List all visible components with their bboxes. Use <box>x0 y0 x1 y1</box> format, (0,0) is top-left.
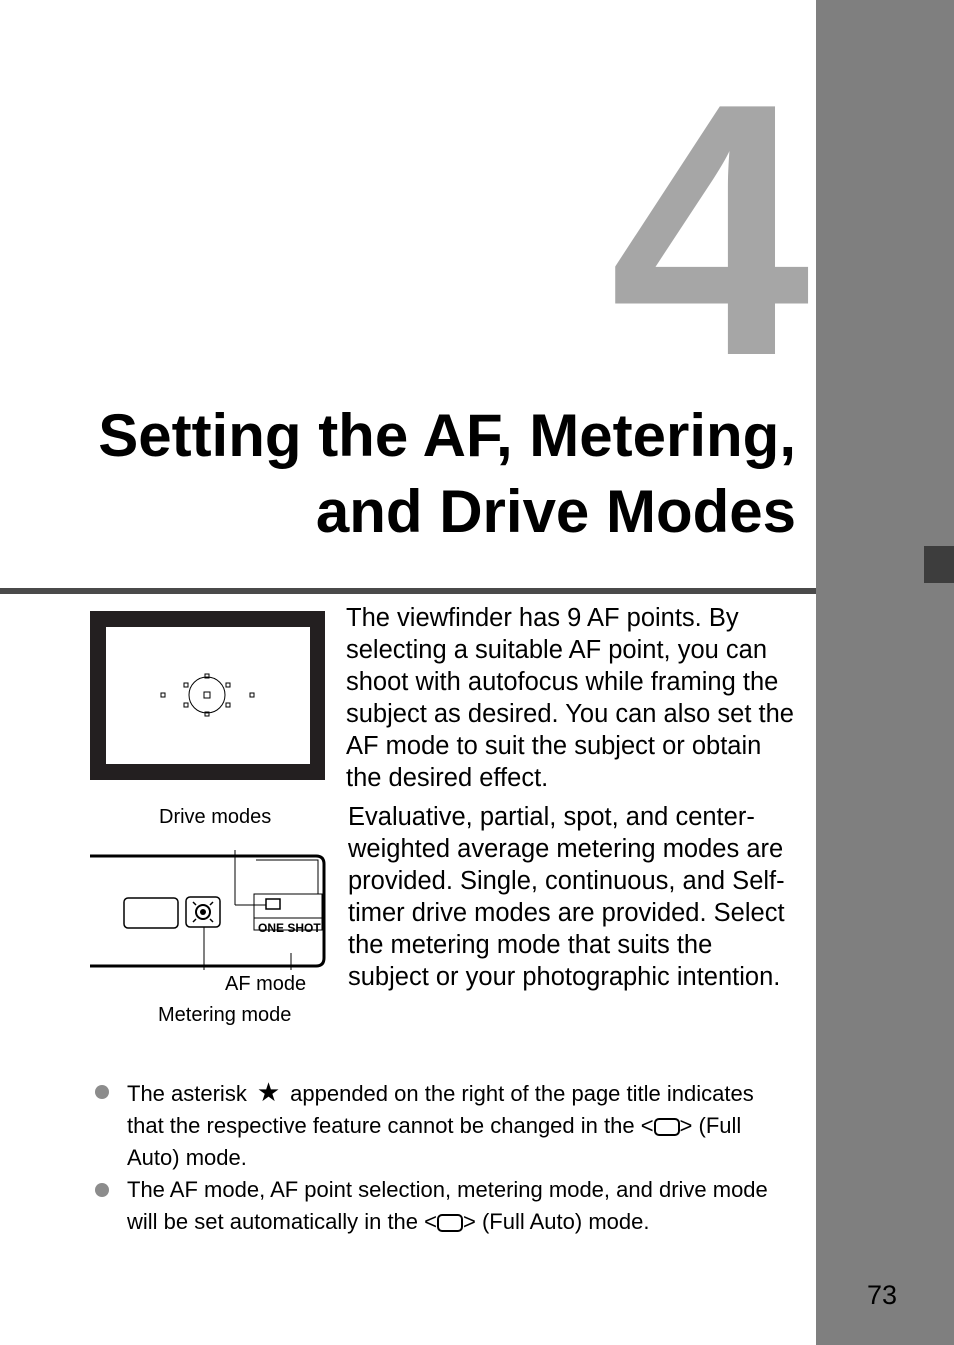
metering-mode-label: Metering mode <box>158 1004 292 1026</box>
asterisk-star-icon: ★ <box>256 1077 281 1107</box>
intro-paragraph-2: Evaluative, partial, spot, and center-weighted average metering modes are provided. Single, continuous, and Self-timer drive modes are provided. Select the metering mode that suits the subject or your photographic intention. <box>348 803 785 991</box>
lcd-panel-illustration <box>88 850 328 970</box>
notes-list <box>95 1076 795 1238</box>
af-mode-label: AF mode <box>225 973 307 995</box>
full-auto-icon <box>654 1118 680 1136</box>
viewfinder-illustration <box>90 611 325 780</box>
chapter-tab-marker <box>924 546 954 583</box>
bullet-icon <box>95 1085 109 1099</box>
chapter-title-line-1: Setting the AF, Metering, <box>98 402 796 469</box>
chapter-title-line-2: and Drive Modes <box>315 478 796 545</box>
note-item: The AF mode, AF point selection, metering mode, and drive mode will be set automatically in the < > (Full Auto) mode. <box>95 1174 795 1238</box>
chapter-title <box>98 398 796 550</box>
chapter-number: 4 <box>609 29 810 431</box>
intro-paragraph-1: The viewfinder has 9 AF points. By selecting a suitable AF point, you can shoot with autofocus while framing the subject as desired. You can also set the AF mode to suit the subject or obtain the desired effect. <box>346 604 794 792</box>
section-divider <box>0 588 816 594</box>
bullet-icon <box>95 1183 109 1197</box>
note-item: The asterisk ★ appended on the right of the page title indicates that the respective feature cannot be changed in the < > (Full Auto) mode. <box>95 1076 795 1174</box>
page-number: 73 <box>866 1280 898 1310</box>
drive-modes-label: Drive modes <box>159 806 272 828</box>
lcd-display-text: ONE SHOT <box>258 921 321 935</box>
side-strip <box>816 0 954 1345</box>
full-auto-icon <box>437 1214 463 1232</box>
